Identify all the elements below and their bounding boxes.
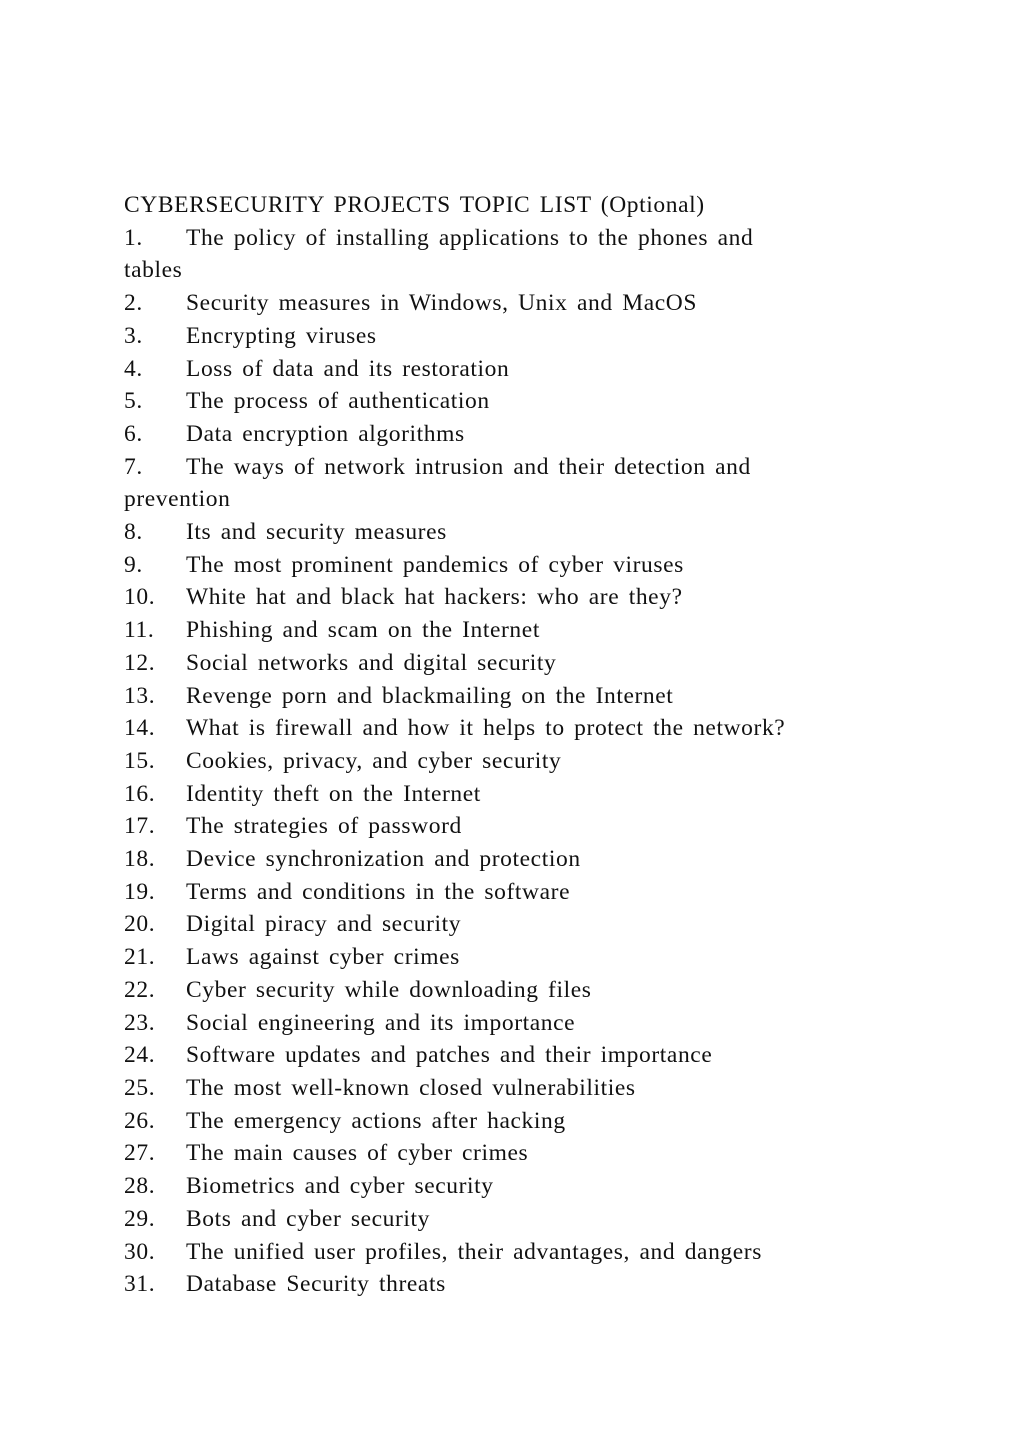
list-item-text: Loss of data and its restoration: [186, 355, 510, 382]
list-item: [124, 287, 984, 320]
list-item-text: Revenge porn and blackmailing on the Internet: [186, 682, 674, 709]
list-item-text: Device synchronization and protection: [186, 846, 581, 873]
list-item-line: [124, 287, 984, 320]
list-item: [124, 549, 984, 582]
list-item-number: 1.: [124, 224, 143, 251]
list-item-text: Biometrics and cyber security: [186, 1173, 494, 1200]
list-item-line: [124, 1007, 984, 1040]
list-item-line: [124, 320, 984, 353]
list-item-text: Its and security measures: [186, 519, 447, 546]
list-item-text: White hat and black hat hackers: who are they?: [186, 584, 683, 611]
list-item-line: [124, 810, 984, 843]
list-item-number: 26.: [124, 1107, 156, 1134]
list-item: [124, 712, 984, 745]
list-item-number: 8.: [124, 519, 143, 546]
list-item-text: Bots and cyber security: [186, 1205, 431, 1232]
document-title: CYBERSECURITY PROJECTS TOPIC LIST (Optional): [124, 192, 705, 218]
list-item-number: 11.: [124, 617, 155, 644]
list-item-line: [124, 385, 984, 418]
list-item-number: 24.: [124, 1042, 156, 1069]
list-item-number: 15.: [124, 747, 156, 774]
list-item-number: 22.: [124, 976, 156, 1003]
list-item-text: Cookies, privacy, and cyber security: [186, 747, 562, 774]
list-item-number: 29.: [124, 1205, 156, 1232]
list-item-line: [124, 581, 984, 614]
list-item-number: 12.: [124, 649, 156, 676]
list-item-line: [124, 614, 984, 647]
list-item-text: Terms and conditions in the software: [186, 878, 571, 905]
list-item-number: 23.: [124, 1009, 156, 1036]
list-item-number: 3.: [124, 322, 143, 349]
list-item-number: 31.: [124, 1271, 156, 1298]
list-item: [124, 353, 984, 386]
list-item: [124, 1072, 984, 1105]
list-item: [124, 941, 984, 974]
list-item: [124, 680, 984, 713]
list-item-text: The process of authentication: [186, 388, 490, 415]
list-item-line: [124, 712, 984, 745]
list-item-text: Identity theft on the Internet: [186, 780, 481, 807]
list-item-number: 18.: [124, 846, 156, 873]
list-item-number: 7.: [124, 453, 143, 480]
list-item-line: [124, 843, 984, 876]
list-item: [124, 810, 984, 843]
list-item-text: Security measures in Windows, Unix and MacOS: [186, 290, 697, 317]
list-item-line: [124, 974, 984, 1007]
list-item: [124, 745, 984, 778]
list-item-continuation: tables: [124, 257, 183, 284]
list-item: [124, 1268, 984, 1301]
list-item-line: [124, 647, 984, 680]
list-item-text: Cyber security while downloading files: [186, 976, 592, 1003]
list-item-line: [124, 1203, 984, 1236]
list-item: [124, 647, 984, 680]
list-item-text: Social networks and digital security: [186, 649, 557, 676]
list-item-number: 25.: [124, 1074, 156, 1101]
list-item-text: Laws against cyber crimes: [186, 944, 460, 971]
list-item-line: [124, 680, 984, 713]
list-item-line: [124, 1236, 984, 1269]
list-item-line: [124, 1137, 984, 1170]
list-item-text: The strategies of password: [186, 813, 462, 840]
list-item: [124, 222, 984, 287]
list-item: [124, 320, 984, 353]
list-item-line: [124, 549, 984, 582]
list-item: [124, 581, 984, 614]
list-item-text: Software updates and patches and their importance: [186, 1042, 713, 1069]
list-item: [124, 778, 984, 811]
list-item: [124, 1007, 984, 1040]
list-item-line: [124, 451, 984, 484]
list-item-line: [124, 908, 984, 941]
list-item-number: 2.: [124, 290, 143, 317]
list-item-text: The emergency actions after hacking: [186, 1107, 566, 1134]
list-item-text: The ways of network intrusion and their detection and: [186, 453, 751, 480]
list-item-number: 6.: [124, 420, 143, 447]
list-item-number: 4.: [124, 355, 143, 382]
list-item-number: 10.: [124, 584, 156, 611]
list-item: [124, 876, 984, 909]
list-item-line: [124, 516, 984, 549]
list-item: [124, 1236, 984, 1269]
list-item-line: [124, 1072, 984, 1105]
list-item-number: 28.: [124, 1173, 156, 1200]
list-item-line: [124, 353, 984, 386]
list-item: [124, 385, 984, 418]
list-item-line: [124, 876, 984, 909]
list-item-text: The most prominent pandemics of cyber viruses: [186, 551, 684, 578]
list-item-text: Data encryption algorithms: [186, 420, 465, 447]
list-item-line: [124, 1170, 984, 1203]
list-item-number: 5.: [124, 388, 143, 415]
list-item: [124, 974, 984, 1007]
list-item-text: The main causes of cyber crimes: [186, 1140, 529, 1167]
list-item-line: [124, 1268, 984, 1301]
list-item: [124, 1039, 984, 1072]
list-item-number: 16.: [124, 780, 156, 807]
topic-list: [124, 222, 984, 1301]
list-item-number: 9.: [124, 551, 143, 578]
list-item: [124, 451, 984, 516]
list-item-text: Digital piracy and security: [186, 911, 462, 938]
list-item-line: [124, 1039, 984, 1072]
list-item-line: [124, 222, 984, 255]
list-item-text: Social engineering and its importance: [186, 1009, 576, 1036]
list-item-line: [124, 1105, 984, 1138]
list-item-number: 19.: [124, 878, 156, 905]
list-item-number: 30.: [124, 1238, 156, 1265]
list-item-number: 14.: [124, 715, 156, 742]
list-item-text: Encrypting viruses: [186, 322, 377, 349]
list-item: [124, 1203, 984, 1236]
list-item-line: [124, 778, 984, 811]
list-item-text: Phishing and scam on the Internet: [186, 617, 540, 644]
list-item-text: Database Security threats: [186, 1271, 446, 1298]
list-item-line: [124, 745, 984, 778]
list-item: [124, 516, 984, 549]
list-item-text: What is firewall and how it helps to protect the network?: [186, 715, 786, 742]
list-item-line: [124, 418, 984, 451]
list-item: [124, 908, 984, 941]
list-item-number: 20.: [124, 911, 156, 938]
list-item: [124, 1137, 984, 1170]
list-item: [124, 1105, 984, 1138]
list-item: [124, 614, 984, 647]
list-item-number: 17.: [124, 813, 156, 840]
list-item-text: The policy of installing applications to the phones and: [186, 224, 754, 251]
list-item-number: 13.: [124, 682, 156, 709]
list-item-line: [124, 941, 984, 974]
document-page: [124, 189, 984, 1301]
list-item-continuation: prevention: [124, 486, 231, 513]
list-item-number: 21.: [124, 944, 156, 971]
list-item-text: The unified user profiles, their advantages, and dangers: [186, 1238, 762, 1265]
list-item-text: The most well-known closed vulnerabilities: [186, 1074, 636, 1101]
list-item: [124, 843, 984, 876]
list-item: [124, 418, 984, 451]
list-item: [124, 1170, 984, 1203]
list-item-number: 27.: [124, 1140, 156, 1167]
